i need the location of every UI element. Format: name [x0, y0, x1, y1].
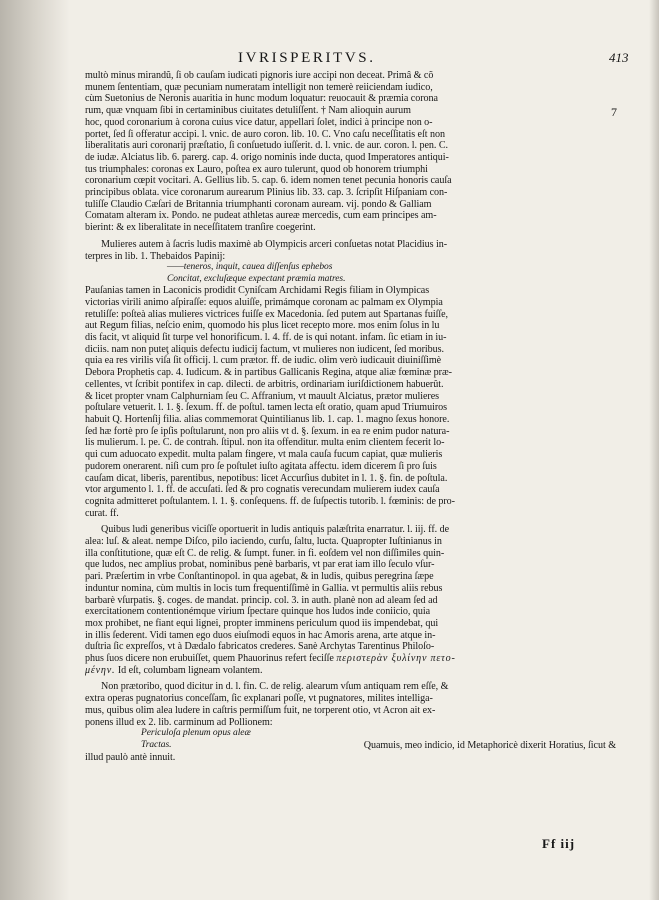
- text-line: rum, quæ vnquam ſibi in certaminibus ciuitates detuliſſent. † Nam alioquin aurum: [85, 105, 411, 117]
- text-line: habuit Q. Hortenſij filia. alias commemorat Quintilianus lib. 1. cap. 1. magno ſexus honore.: [85, 413, 450, 425]
- text-line: in illis ſederent. Vidi tamen ego duos eiuſmodi equos in hac Amoris arena, arte atque in-: [85, 629, 436, 641]
- paragraph-start: Quibus ludi generibus viciſſe oportuerit in ludis antiquis palæſtrita enarratur. l. iij. ff. de: [101, 524, 449, 536]
- greek-word-end: μένην.: [85, 664, 116, 676]
- text-fragment: phus ſuos dicere non erubuiſſet, quem Phauorinus refert feciſſe: [85, 653, 334, 665]
- text-line: vtor argumento l. 1. ff. de accuſati. ſed & pro cognatis verecundam mulierem iudex cauſa: [85, 484, 440, 496]
- page-gutter-shadow: [0, 0, 70, 900]
- page-edge-shadow: [649, 0, 659, 900]
- body-text: [85, 70, 616, 763]
- text-line: qui cum aduocato expedit. multa palam fingere, vt mala cauſa fucum capiat, quæ mulieris: [85, 449, 443, 461]
- text-line: mus, quibus olim alea ludere in caſtris permiſſum fuit, ne torperent otio, vt Acron ait ex-: [85, 704, 436, 716]
- text-line: illud paulò antè innuit.: [85, 751, 176, 763]
- text-line: illa conſtitutione, quæ eſt C. de relig. & ſumpt. funer. in fi. eoſdem vel non diſſimiles quin-: [85, 547, 445, 559]
- text-line: quia ea res virilis viſa ſit officij. l. cum prætor. ff. de iudic. olim verò iudicauit diuiniſſimè: [85, 355, 442, 367]
- text-line: curat. ff.: [85, 507, 119, 519]
- text-line: dis facit, vt aliquid ſit turpe vel honorificum. l. 4. ff. de is qui notant. infam. ſic etiam in iu-: [85, 332, 447, 344]
- verse-quote-line: Periculoſa plenum opus aleæ: [141, 728, 251, 739]
- text-fragment: Quamuis, meo indicio, id Metaphoricè dixerit Horatius, ſicut &: [363, 739, 616, 751]
- text-line: mox prohibet, ne fiant equi lignei, propter imminens periculum quod iis impendebat, qui: [85, 617, 439, 629]
- text-line: principibus oblata. vice coronarum aurearum Plinius lib. 33. cap. 3. ſcripſit Hiſpaniam con-: [85, 187, 448, 199]
- text-line: cognita admitteret poſtulantem. l. 1. §. conſequens. ff. de ſuſpectis tutorib. l. fœminis: de pro-: [85, 495, 455, 507]
- greek-phrase: περιστερὰν ξυλίνην πετο-: [336, 653, 456, 665]
- text-line: extra operas pugnatorius conceſſam, ſic explanari poſſe, vt pugnatores, milites intelliga-: [85, 693, 433, 705]
- text-line: que ludos, nec amplius probat, nominibus penè barbaris, vt par erat iam illo ſeculo vſur-: [85, 559, 435, 571]
- text-line: alea: luſ. & aleat. nempe Diſco, pilo iaciendo, curſu, ſaltu, lucta. Quapropter Iuſtinianus in: [85, 536, 442, 548]
- text-line: pari. Præſertim in vrbe Conſtantinopol. in qua agebat, & in ludis, quibus peregrina ſæpe: [85, 571, 434, 583]
- paragraph-start: Non prætoribo, quod dicitur in d. l. fin. C. de relig. alearum vſum antiquam rem eſſe, &: [101, 681, 449, 693]
- text-line: tus triumphales: coronas ex Lauro, poſtea ex auro tulerunt, quod ob honorem triumphi: [85, 163, 428, 175]
- text-line: terpres in lib. 1. Thebaidos Papinij:: [85, 250, 226, 262]
- text-line: cellentes, vt ſcribit pontifex in cap. dilecti. de arbitris, ordinariam iuriſdictionem habuerût.: [85, 378, 444, 390]
- text-line: victorias virili animo aſpiraſſe: equos aluiſſe, primámque coronam ac palmam ex Olympia: [85, 296, 443, 308]
- text-line: duſtria ſic expreſſos, vt à Dædalo fabricatos crederes. Sanè Archytas Tarentinus Philoſo-: [85, 641, 435, 653]
- text-line: diciis. nam non puteţ aliquis defectu iudicij factum, vt mulieres non iudicent, ſed moribus.: [85, 343, 444, 355]
- text-line: de iudæ. Alciatus lib. 6. parerg. cap. 4. origo nominis inde ducta, quod Imperatores antiqui-: [85, 151, 449, 163]
- text-line: liberalitatis auri coronarij præſtatio, ſi conſuetudo iuſſerit. d. l. vnic. de aur. coron. l. pen. C.: [85, 140, 449, 152]
- text-line: tuliſſe Claudio Cæſari de Britannia triumphanti coronam auream. vij. pondo & Galliam: [85, 198, 432, 210]
- text-line: poſtulare vetuerit. l. 1. §. ſexum. ff. de poſtul. tamen lecta eſt oratio, quam apud Triumuiros: [85, 402, 448, 414]
- text-line: lis mulierum. l. pe. C. de contrah. ſtipul. non ita offenditur. multa enim clientem fecerit lo-: [85, 437, 445, 449]
- text-line-with-verse: [85, 740, 616, 752]
- text-line: aut Regum filias, neſcio enim, quomodo his plus licet recepto more. mos enim ſolus in lu: [85, 320, 440, 332]
- text-line-with-greek-continuation: [85, 665, 616, 677]
- text-line: & licet propter vnam Calphurniam ſeu C. Affranium, vt mauult Alciatus, prætor mulieres: [85, 390, 440, 402]
- text-line: hoc, quod coronarium à corona cuius vice datur, appellari ſolet, indici à principe non o-: [85, 116, 433, 128]
- running-head: IVRISPERITVS.: [238, 50, 376, 66]
- text-line: exercitationem contentionémque virium ſpectare quinque hos ludos inde coniicio, quia: [85, 606, 431, 618]
- verse-quote-line: Concitat, excluſæque expectant præmia matres.: [167, 273, 346, 284]
- text-line: cùm Suetonius de Neronis auaritia in hunc modum loquatur: reuocauit & præmia corona: [85, 93, 438, 105]
- text-line: Debora Prophetis cap. 4. Iudicum. & in partibus Gallicanis Regina, atque aliæ fœminæ præ-: [85, 367, 452, 379]
- margin-mark: 7: [611, 105, 617, 119]
- text-line: ſed hæ fortè pro ſe ipſis poſtularunt, non pro aliis vt d. §. ſexum. in ea re enim pudor natura-: [85, 425, 450, 437]
- text-line: Comatam alteram ix. Pondo. ne pudeat athletas aureæ mercedis, cum eam principes am-: [85, 210, 437, 222]
- text-line: multò minus mirandũ, ſi ob cauſam iudicati pignoris iure accipi non deceat. Primâ & cõ: [85, 70, 434, 81]
- text-line-with-greek: [85, 653, 616, 665]
- text-line: coronarium cœpit vocitari. A. Gellius lib. 5. cap. 6. idem nomen tenet pecunia honoris cauſa: [85, 175, 452, 187]
- printer-signature: Ff iij: [542, 836, 576, 851]
- page-number: 413: [609, 50, 629, 65]
- text-line: cauſam dicat, liberis, parentibus, nepotibus: licet Accurſius dubitet in l. 1. §. fin. de poſtula.: [85, 472, 448, 484]
- text-line: portet, ſed ſi offeratur accipi. l. vnic. de auro coron. lib. 10. C. Vno caſu neceſſitatis eſt non: [85, 128, 445, 140]
- text-line: barbarè vſurpatis. §. coges. de mandat. princip. col. 3. in auth. planè non ad aleam ſed ad: [85, 594, 438, 606]
- text-line: bierint: & ex liberalitate in neceſſitatem tranſire coegerint.: [85, 222, 316, 234]
- text-line: retuliſſe: poſteà alias mulieres victrices fuiſſe ex Macedonia. ſed putem aut Spartanas fuiſſe,: [85, 308, 448, 320]
- text-line: ponens illud ex 2. lib. carminum ad Pollionem:: [85, 716, 273, 728]
- text-line: munem ſententiam, quæ pecuniam numeratam intelligit non temerè reiiciendam iudico,: [85, 81, 433, 93]
- text-line: Pauſanias tamen in Laconicis prodidit Cyniſcam Archidami Regis filiam in Olympicas: [85, 285, 430, 297]
- verse-quote-line: ——teneros, inquit, cauea diſſenſus ephebos: [167, 262, 333, 273]
- verse-quote-line: Tractas.: [141, 739, 172, 750]
- text-fragment: Id eſt, columbam ligneam volantem.: [117, 664, 263, 676]
- page-header: [0, 50, 659, 72]
- text-line: pudorem onerarent. niſi cum pro ſe poſtulet iuſto agitata affectu. idem dicerem ſi pro ſuis: [85, 460, 437, 472]
- text-line: induntur nomina, cùm multis in locis tum frequentiſſimè in Gallia. vt permultis aliis rebus: [85, 582, 443, 594]
- paragraph-start: Mulieres autem à ſacris ludis maximè ab Olympicis arceri conſuetas notat Placidius in-: [101, 238, 448, 250]
